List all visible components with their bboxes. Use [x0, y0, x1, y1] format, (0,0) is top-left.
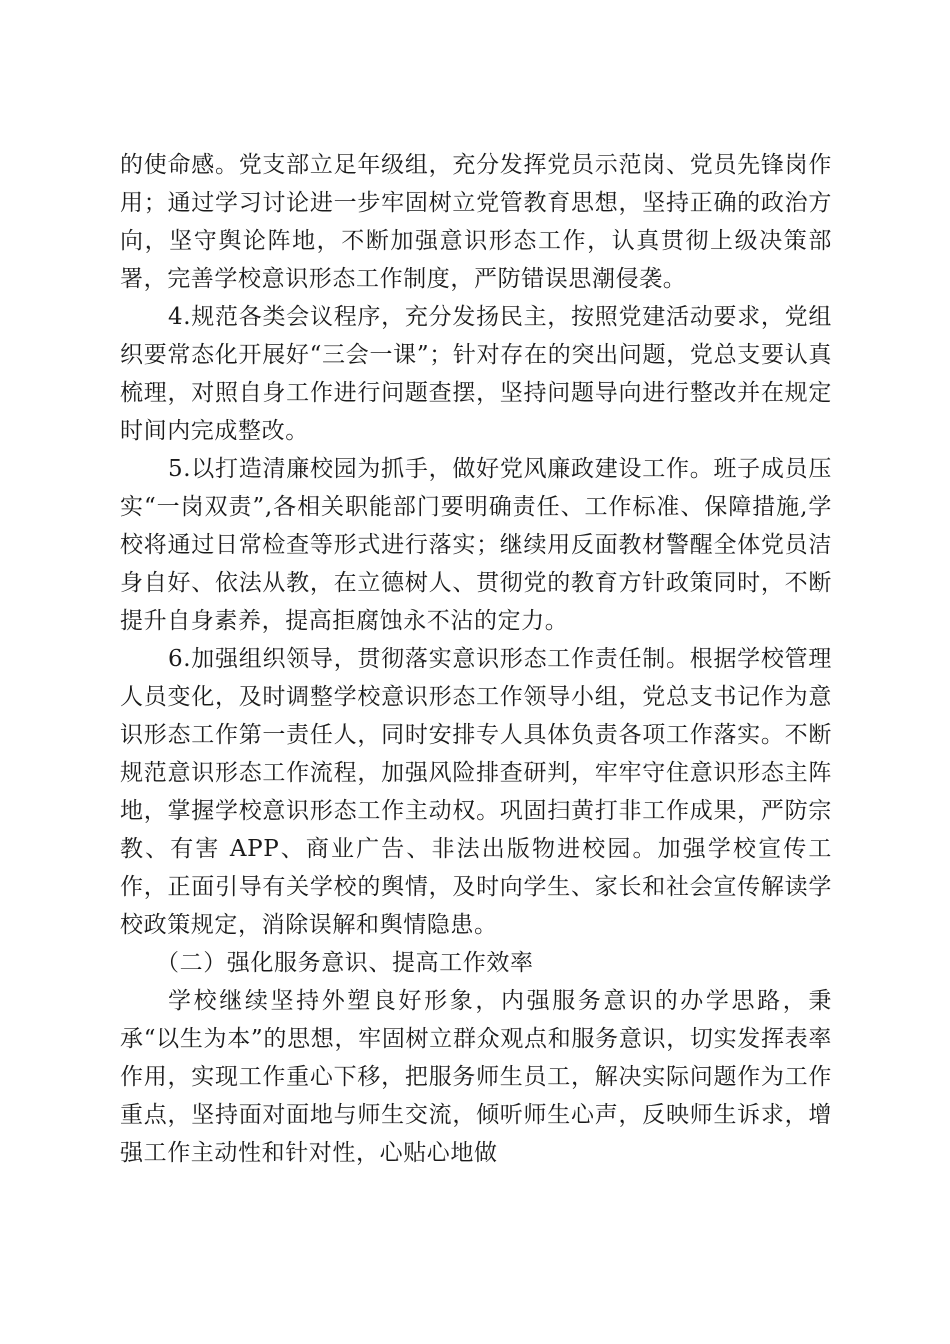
section-heading: （二）强化服务意识、提高工作效率: [156, 950, 534, 976]
document-body: [120, 146, 832, 1172]
paragraph-item-4: 4.规范各类会议程序，充分发扬民主，按照党建活动要求，党组织要常态化开展好“三会一课”；针对存在的突出问题，党总支要认真梳理，对照自身工作进行问题查摆，坚持问题导向进行整改并在规定时间内完成整改。: [120, 304, 832, 444]
paragraph-continuation: 的使命感。党支部立足年级组，充分发挥党员示范岗、党员先锋岗作用；通过学习讨论进一步牢固树立党管教育思想，坚持正确的政治方向，坚守舆论阵地，不断加强意识形态工作，认真贯彻上级决策部署，完善学校意识形态工作制度，严防错误思潮侵袭。: [120, 152, 832, 292]
paragraph-item-5: 5.以打造清廉校园为抓手，做好党风廉政建设工作。班子成员压实“一岗双责”,各相关职能部门要明确责任、工作标准、保障措施,学校将通过日常检查等形式进行落实；继续用反面教材警醒全体党员洁身自好、依法从教，在立德树人、贯彻党的教育方针政策同时，不断提升自身素养，提高拒腐蚀永不沾的定力。: [120, 456, 832, 634]
paragraph-item-6: 6.加强组织领导，贯彻落实意识形态工作责任制。根据学校管理人员变化，及时调整学校意识形态工作领导小组，党总支书记作为意识形态工作第一责任人，同时安排专人具体负责各项工作落实。不断规范意识形态工作流程，加强风险排查研判，牢牢守住意识形态主阵地，掌握学校意识形态工作主动权。巩固扫黄打非工作成果，严防宗教、有害 APP、商业广告、非法出版物进校园。加强学校宣传工作，正面引导有关学校的舆情，及时向学生、家长和社会宣传解读学校政策规定，消除误解和舆情隐患。: [120, 646, 832, 938]
paragraph-service: 学校继续坚持外塑良好形象，内强服务意识的办学思路，秉承“以生为本”的思想，牢固树立群众观点和服务意识，切实发挥表率作用，实现工作重心下移，把服务师生员工，解决实际问题作为工作重点，坚持面对面地与师生交流，倾听师生心声，反映师生诉求，增强工作主动性和针对性，心贴心地做: [120, 988, 832, 1166]
